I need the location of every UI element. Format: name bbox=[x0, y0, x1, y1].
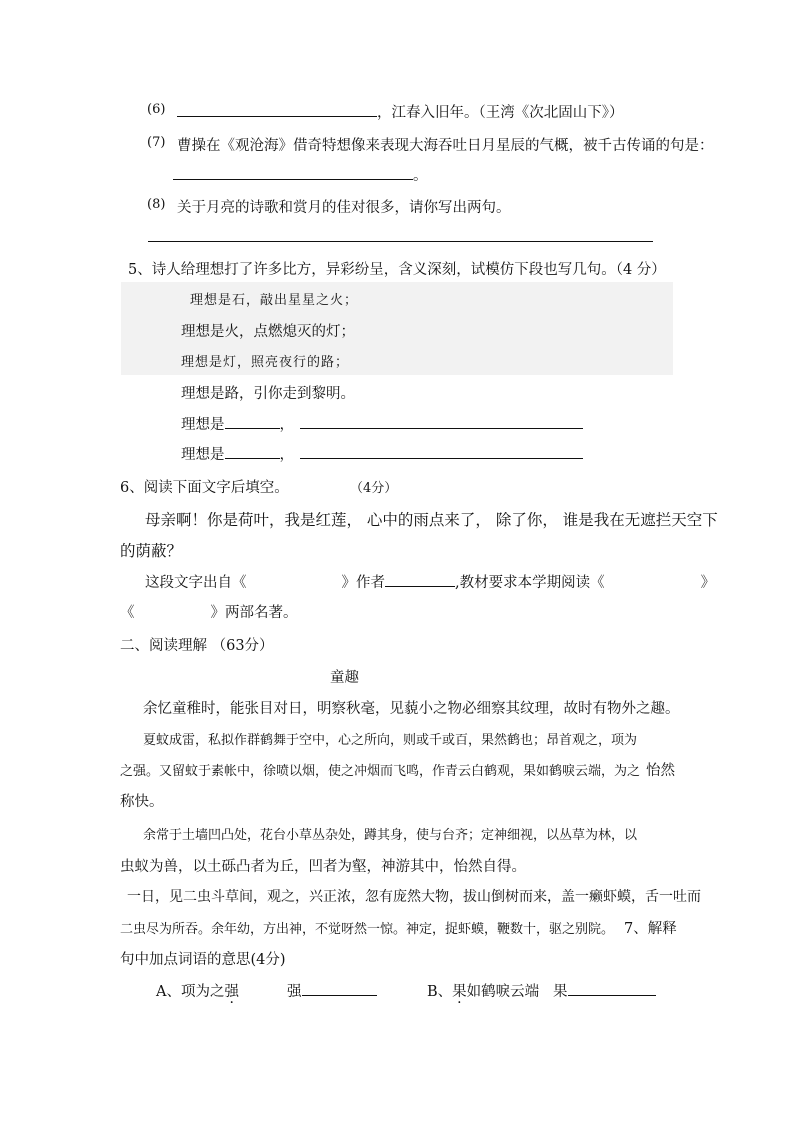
article-para-1: 余忆童稚时，能张目对日，明察秋毫，见藐小之物必细察其纹理，故时有物外之趣。 bbox=[143, 701, 680, 717]
item-6-line bbox=[177, 101, 624, 122]
q7-option-a bbox=[156, 980, 239, 1001]
item-8-answer-line[interactable] bbox=[148, 241, 653, 242]
q7-option-b-dotted-char: 果 bbox=[452, 984, 467, 1000]
item-7-answer-blank[interactable] bbox=[173, 165, 413, 180]
q5-prefix-2: 理想是 bbox=[181, 447, 225, 463]
item-7-text: 曹操在《观沧海》借奇特想像来表现大海吞吐日月星辰的气概，被千古传诵的句是： bbox=[177, 138, 714, 154]
q5-blank-2b[interactable] bbox=[300, 444, 583, 459]
q5-answer-row-1 bbox=[181, 413, 583, 434]
item-7-end: 。 bbox=[413, 168, 428, 184]
item-8-number: (8) bbox=[147, 197, 166, 212]
q7-title-part-2: 句中加点词语的意思(4分) bbox=[120, 952, 286, 968]
article-para-2-line-2: 之强。又留蚊于素帐中，徐喷以烟，使之冲烟而飞鸣，作青云白鹤观，果如鹤唳云端，为之 bbox=[120, 764, 641, 779]
q7-option-b-prefix: B、 bbox=[427, 984, 453, 1000]
q6-fill-f: 》两部名著。 bbox=[210, 605, 298, 621]
q6-passage-line-2: 的荫蔽？ bbox=[120, 542, 183, 560]
q7-option-a-blank[interactable] bbox=[302, 981, 377, 996]
q7-option-a-text: A、项为之 bbox=[156, 984, 225, 1000]
q6-title: 6、阅读下面文字后填空。 bbox=[120, 480, 289, 496]
q6-fill-d: 》 bbox=[700, 575, 716, 591]
article-para-2-line-3: 称快。 bbox=[120, 794, 164, 810]
q6-score: （4分） bbox=[350, 481, 398, 496]
q6-fill-e: 《 bbox=[120, 605, 135, 621]
article-para-3-line-2: 虫蚁为兽，以土砾凸者为丘，凹者为壑，神游其中，怡然自得。 bbox=[120, 859, 526, 875]
q7-option-b-word: 果 bbox=[553, 984, 568, 1000]
article-para-2-line-2-end: 怡然 bbox=[646, 763, 675, 779]
q7-option-b-blank[interactable] bbox=[568, 981, 656, 996]
q7-title-part-1: 7、解释 bbox=[624, 921, 677, 937]
q6-fill-c: ,教材要求本学期阅读《 bbox=[455, 575, 605, 591]
q5-title: 5、诗人给理想打了许多比方，异彩纷呈，含义深刻，试模仿下段也写几句。（4 分） bbox=[128, 262, 666, 278]
q5-comma-2: ， bbox=[279, 447, 294, 463]
article-para-3-line-1: 余常于土墙凹凸处，花台小草丛杂处，蹲其身，使与台齐；定神细视，以丛草为林，以 bbox=[143, 828, 638, 843]
q5-prefix-1: 理想是 bbox=[181, 417, 225, 433]
q7-option-a-word: 强 bbox=[287, 984, 302, 1000]
article-para-4-line-2: 二虫尽为所吞。余年幼，方出神，不觉呀然一惊。神定，捉虾蟆，鞭数十，驱之别院。 bbox=[120, 922, 615, 937]
q6-fill-line-2 bbox=[120, 601, 298, 622]
q7-option-b-answer bbox=[553, 980, 656, 1001]
item-6-text: ，江春入旧年。（王湾《次北固山下》） bbox=[377, 105, 624, 121]
article-para-4-line-1: 一日，见二虫斗草间，观之，兴正浓，忽有庞然大物，拔山倒树而来，盖一癞虾蟆，舌一吐而 bbox=[127, 889, 701, 905]
article-title: 童趣 bbox=[330, 670, 359, 686]
q7-option-b-text: 如鹤唳云端 bbox=[466, 984, 540, 1000]
q5-line-3: 理想是灯，照亮夜行的路； bbox=[181, 355, 350, 370]
item-8-text: 关于月亮的诗歌和赏月的佳对很多，请你写出两句。 bbox=[177, 200, 511, 216]
q7-option-b bbox=[427, 980, 539, 1001]
q6-fill-b: 》作者 bbox=[341, 575, 385, 591]
item-6-number: (6) bbox=[147, 102, 166, 117]
q5-line-2: 理想是火，点燃熄灭的灯； bbox=[181, 324, 355, 340]
q6-passage-line-1: 母亲啊！你是荷叶，我是红莲， 心中的雨点来了， 除了你， 谁是我在无遮拦天空下 bbox=[145, 511, 718, 529]
q6-fill-line-1 bbox=[145, 571, 715, 592]
q5-blank-1a[interactable] bbox=[225, 414, 280, 429]
item-7-answer-line bbox=[173, 164, 428, 185]
item-7-number: (7) bbox=[147, 135, 166, 150]
q5-comma-1: ， bbox=[279, 417, 294, 433]
q6-author-blank[interactable] bbox=[385, 572, 455, 587]
q5-line-1: 理想是石，敲出星星之火； bbox=[190, 293, 359, 308]
q5-answer-row-2 bbox=[181, 443, 583, 464]
q7-option-a-answer bbox=[287, 980, 377, 1001]
q6-fill-a: 这段文字出自《 bbox=[145, 575, 247, 591]
q5-blank-1b[interactable] bbox=[300, 414, 583, 429]
q5-blank-2a[interactable] bbox=[225, 444, 280, 459]
q5-line-4: 理想是路，引你走到黎明。 bbox=[181, 386, 355, 402]
section-2-title: 二、阅读理解 （63分） bbox=[120, 638, 274, 654]
q7-option-a-dotted-char: 强 bbox=[224, 984, 239, 1000]
article-para-2-line-1: 夏蚊成雷，私拟作群鹤舞于空中，心之所向，则或千或百，果然鹤也；昂首观之，项为 bbox=[143, 733, 638, 748]
item-6-answer-blank[interactable] bbox=[177, 102, 377, 117]
